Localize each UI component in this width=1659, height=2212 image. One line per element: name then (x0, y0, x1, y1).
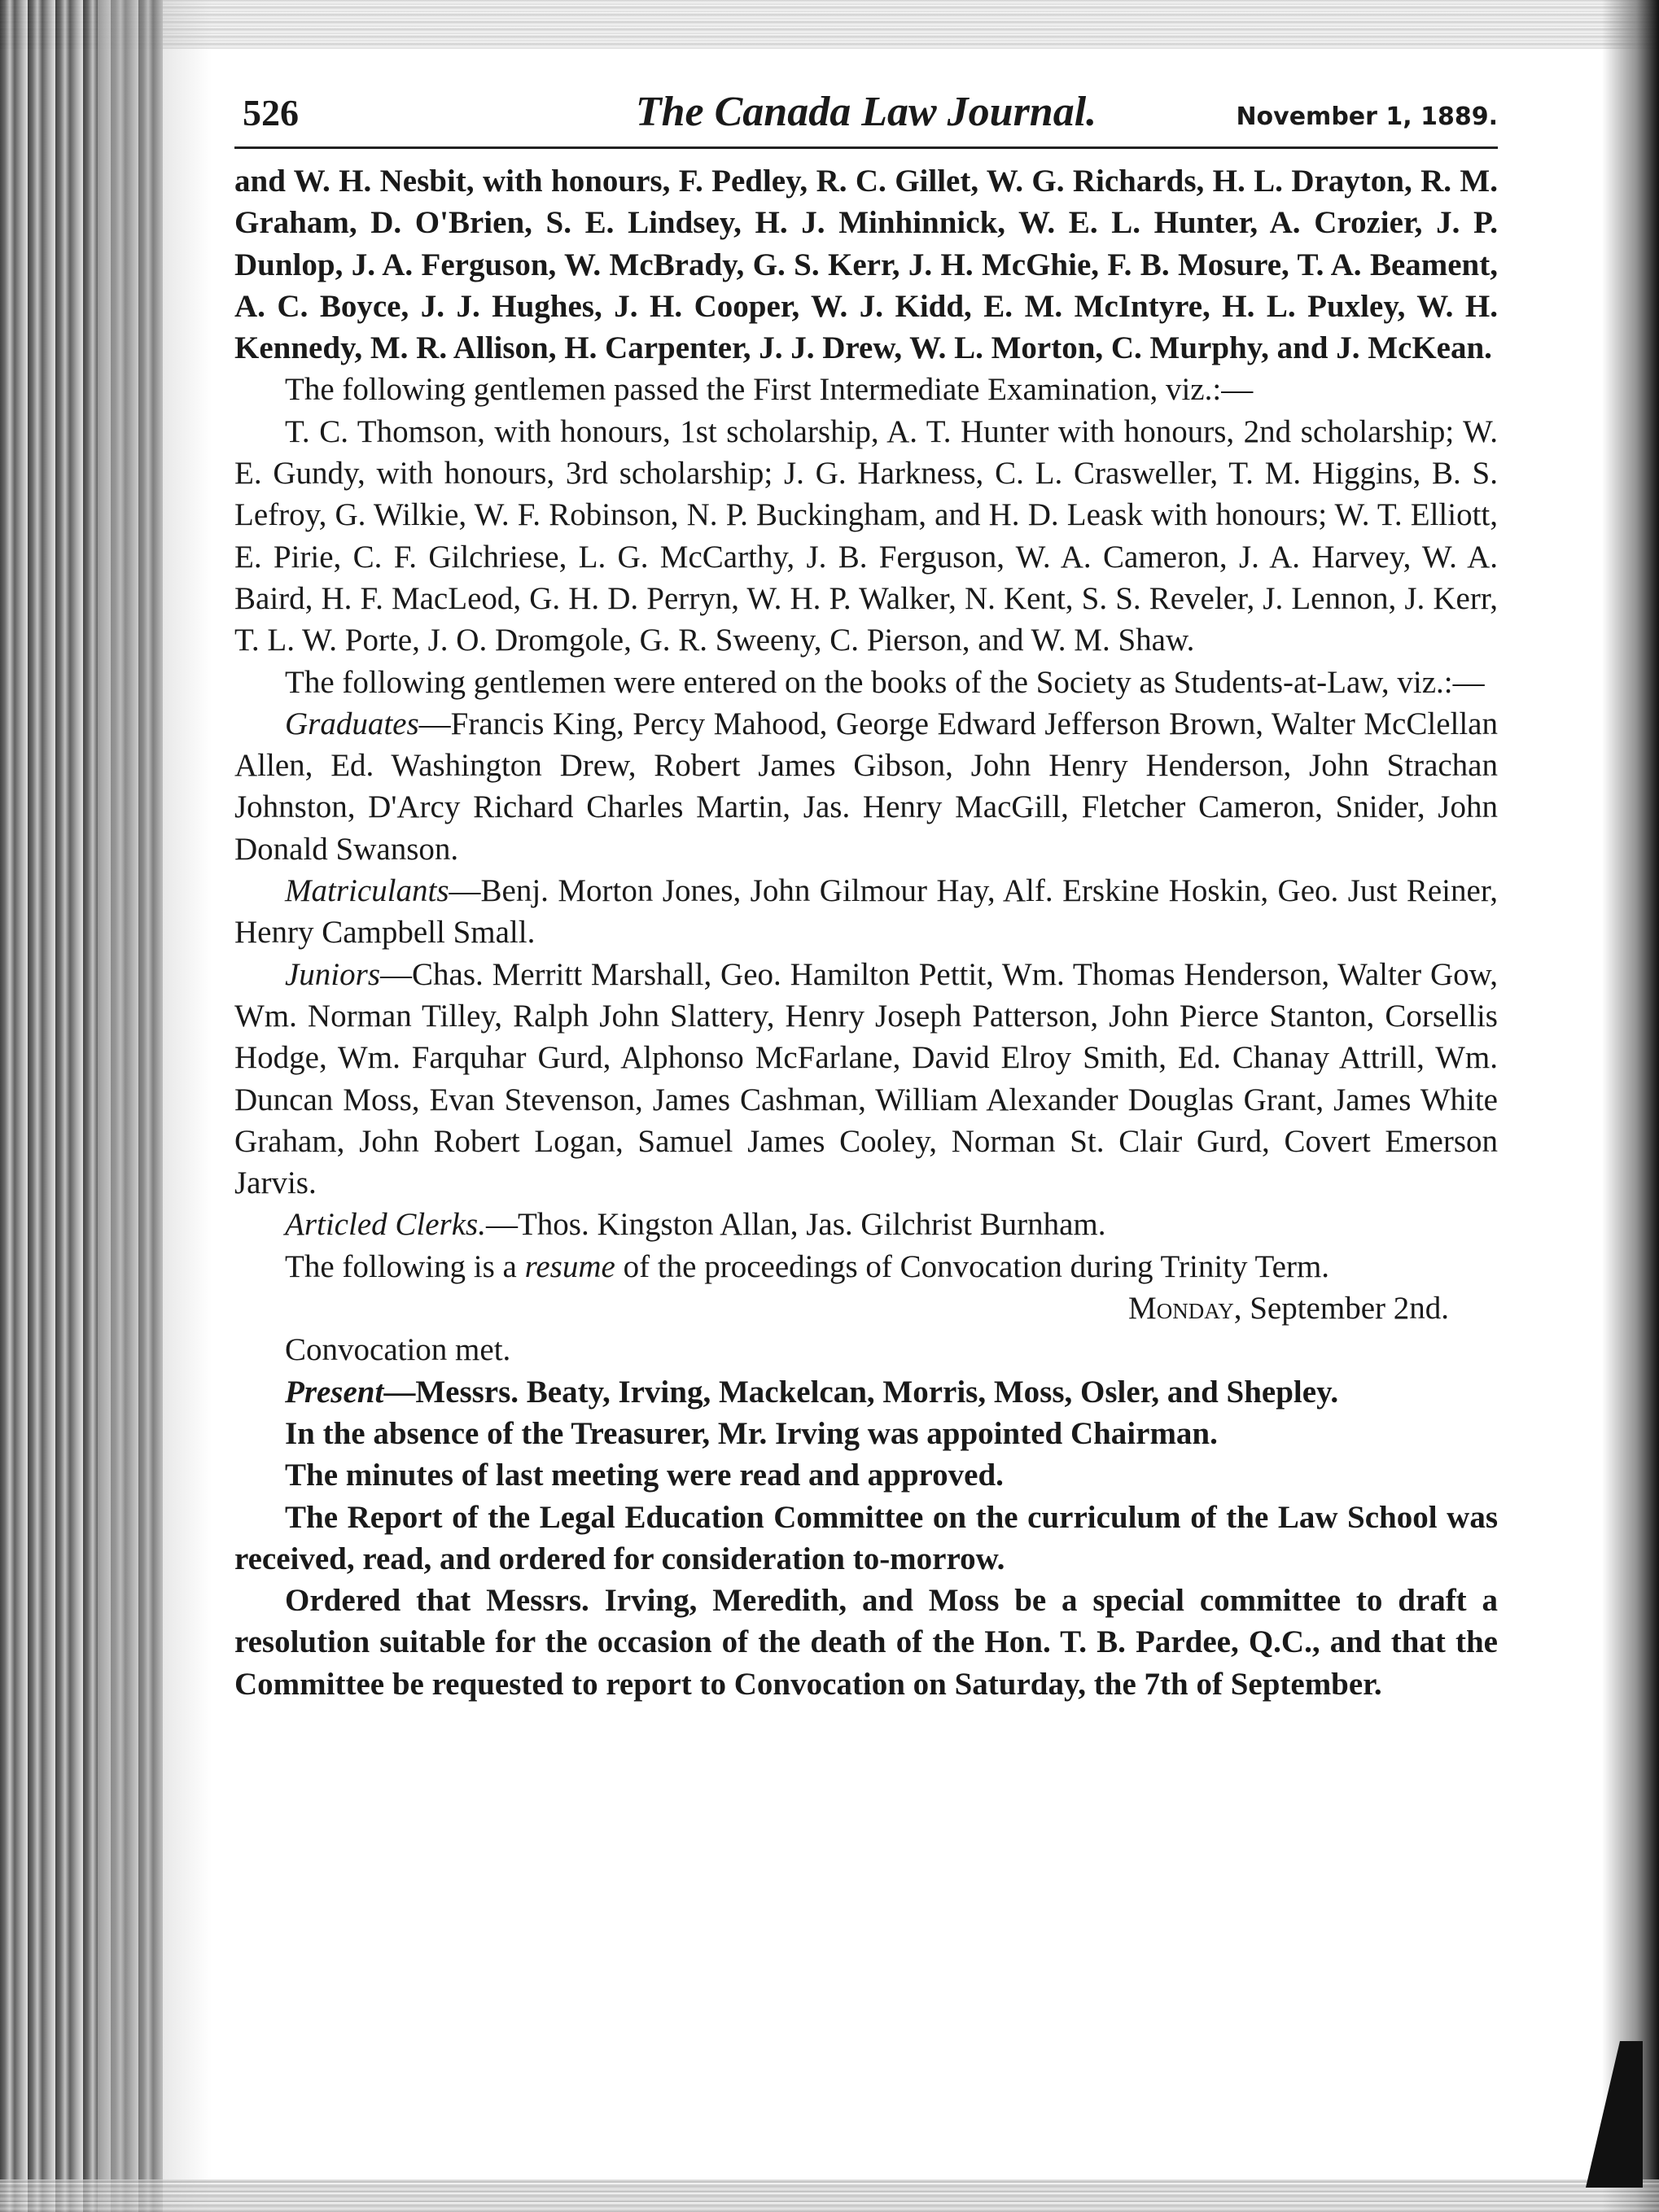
scan-top-edge (0, 0, 1659, 49)
journal-page (234, 81, 1498, 1705)
present-paragraph (234, 1371, 1498, 1413)
date-heading (234, 1287, 1498, 1329)
juniors-paragraph (234, 954, 1498, 1204)
present-label: Present (285, 1374, 384, 1410)
resume-text-start: The following is a (285, 1248, 525, 1284)
honours-list-paragraph: and W. H. Nesbit, with honours, F. Pedley, R. C. Gillet, W. G. Richards, H. L. Drayton, R. M. Graham, D. O'Brien, S. E. Lindsey, H. J. Minhinnick, W. E. L. Hunter, A. Crozier, J. P. Dunlop, J. A. Ferguson, W. McBrady, G. S. Kerr, J. H. McGhie, F. B. Mosure, T. A. Beament, A. C. Boyce, J. J. Hughes, J. H. Cooper, W. J. Kidd, E. M. McIntyre, H. L. Puxley, W. H. Kennedy, M. R. Allison, H. Carpenter, J. J. Drew, W. L. Morton, C. Murphy, and J. McKean. (234, 164, 1498, 366)
convocation-met: Convocation met. (285, 1332, 511, 1368)
first-intermediate-list: T. C. Thomson, with honours, 1st scholarship, A. T. Hunter with honours, 2nd scholarship; W. E. Gundy, with honours, 3rd scholarship; J. G. Harkness, C. L. Crasweller, T. M. Higgins, B. S. Lefroy, G. Wilkie, W. F. Robinson, N. P. Buckingham, and H. D. Leask with honours; W. T. Elliott, E. Pirie, C. F. Gilchriese, L. G. McCarthy, J. B. Ferguson, W. A. Cameron, J. A. Harvey, W. A. Baird, H. F. MacLeod, G. H. D. Perryn, W. H. P. Walker, N. Kent, S. S. Reveler, J. Lennon, J. Kerr, T. L. W. Porte, J. O. Dromgole, G. R. Sweeny, C. Pierson, and W. M. Shaw. (234, 413, 1498, 658)
graduates-list: —Francis King, Percy Mahood, George Edward Jefferson Brown, Walter McClellan Allen, Ed. Washington Drew, Robert James Gibson, John Henry Henderson, John Strachan Johnston, D'Arcy Richard Charles Martin, Jas. Henry MacGill, Fletcher Cameron, Snider, John Donald Swanson. (234, 706, 1498, 867)
absence-paragraph: In the absence of the Treasurer, Mr. Irving was appointed Chairman. (285, 1415, 1218, 1451)
article-body (234, 160, 1498, 1705)
ordered-paragraph: Ordered that Messrs. Irving, Meredith, and Moss be a special committee to draft a resolution suitable for the occasion of the death of the Hon. T. B. Pardee, Q.C., and that the Committee be requested to report to Convocation on Saturday, the 7th of September. (234, 1583, 1498, 1702)
articled-clerks-paragraph (234, 1204, 1498, 1245)
minutes-paragraph: The minutes of last meeting were read and approved. (285, 1458, 1004, 1493)
issue-date: November 1, 1889. (1236, 103, 1498, 131)
report-paragraph: The Report of the Legal Education Committee on the curriculum of the Law School was received, read, and ordered for consideration to-morrow. (234, 1499, 1498, 1576)
students-at-law-intro: The following gentlemen were entered on the books of the Society as Students-at-Law, viz.:— (285, 664, 1485, 700)
resume-text-end: of the proceedings of Convocation during Trinity Term. (615, 1248, 1330, 1284)
juniors-label: Juniors (285, 956, 380, 992)
scan-binding-shadow (98, 0, 212, 2212)
matriculants-list: —Benj. Morton Jones, John Gilmour Hay, Alf. Erskine Hoskin, Geo. Just Reiner, Henry Campbell Small. (234, 873, 1498, 951)
juniors-list: —Chas. Merritt Marshall, Geo. Hamilton Pettit, Wm. Thomas Henderson, Walter Gow, Wm. Norman Tilley, Ralph John Slattery, Henry Joseph Patterson, John Pierce Stanton, Corsellis Hodge, Wm. Farquhar Gurd, Alphonso McFarlane, David Elroy Smith, Ed. Chanay Attrill, Wm. Duncan Moss, Evan Stevenson, James Cashman, William Alexander Douglas Grant, James White Graham, John Robert Logan, Samuel James Cooley, Norman St. Clair Gurd, Covert Emerson Jarvis. (234, 956, 1498, 1201)
graduates-paragraph (234, 703, 1498, 870)
graduates-label: Graduates (285, 706, 419, 741)
first-intermediate-intro: The following gentlemen passed the First Intermediate Examination, viz.:— (285, 372, 1254, 408)
date-rest: , September 2nd. (1233, 1291, 1449, 1327)
matriculants-label: Matriculants (285, 873, 449, 909)
scan-right-edge (1602, 0, 1659, 2212)
running-head (234, 81, 1498, 149)
day-name: Monday (1128, 1291, 1234, 1327)
page-number: 526 (243, 92, 299, 133)
resume-paragraph (234, 1246, 1498, 1287)
journal-title: The Canada Law Journal. (635, 89, 1097, 135)
present-list: —Messrs. Beaty, Irving, Mackelcan, Morris, Moss, Osler, and Shepley. (383, 1374, 1339, 1410)
articled-clerks-list: —Thos. Kingston Allan, Jas. Gilchrist Burnham. (485, 1207, 1106, 1243)
scan-bottom-edge (0, 2179, 1659, 2212)
matriculants-paragraph (234, 870, 1498, 954)
articled-clerks-label: Articled Clerks. (285, 1207, 486, 1243)
resume-word: resume (524, 1248, 615, 1284)
